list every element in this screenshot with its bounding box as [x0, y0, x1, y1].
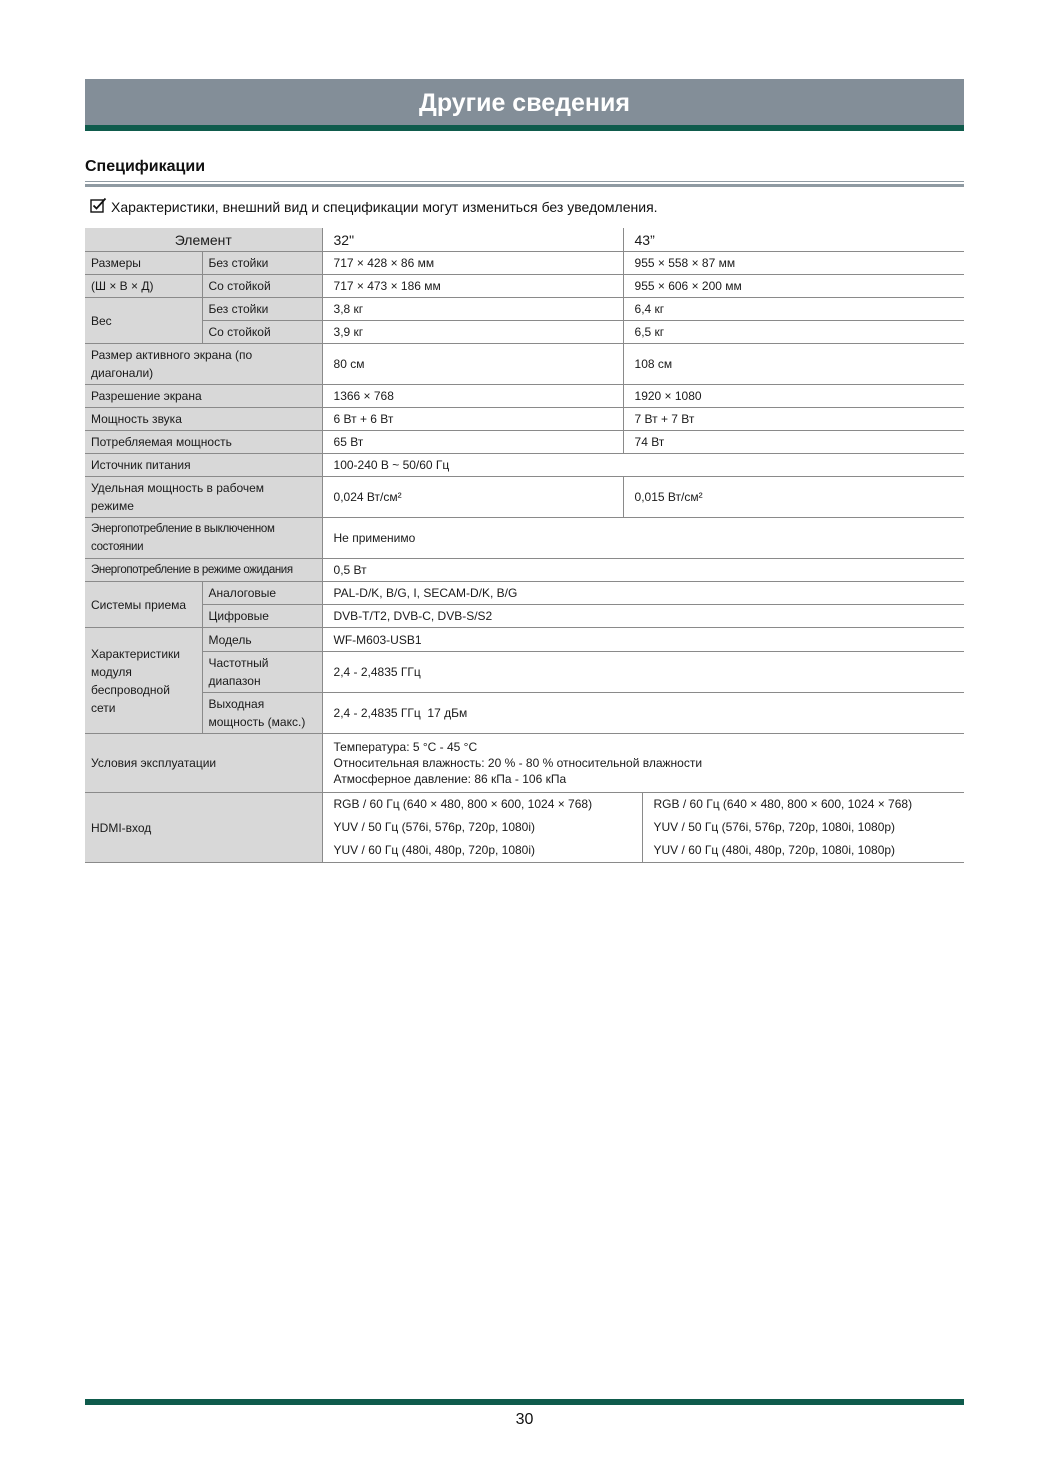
wireless-freq-label-line2: диапазон [208, 674, 261, 688]
table-row [85, 559, 964, 582]
hdmi-32-line: YUV / 50 Гц (576i, 576p, 720p, 1080i) [333, 820, 536, 834]
reception-label: Системы приема [85, 582, 202, 628]
spec-table [85, 228, 964, 863]
off-power-value: Не применимо [322, 518, 964, 559]
reception-digital-value: DVB-T/T2, DVB-C, DVB-S/S2 [322, 605, 964, 628]
resolution-43: 1920 × 1080 [623, 385, 964, 408]
table-header-row [85, 228, 964, 252]
table-row [85, 652, 964, 693]
specific-power-label-line2: режиме [91, 499, 134, 513]
standby-label: Энергопотребление в режиме ожидания [85, 559, 322, 582]
hdmi-43-line: RGB / 60 Гц (640 × 480, 800 × 600, 1024 × 768) [653, 797, 913, 811]
section-rule-thick [85, 184, 964, 187]
sound-43: 7 Вт + 7 Вт [623, 408, 964, 431]
page-banner: Другие сведения [85, 79, 964, 131]
hdmi-col-32 [323, 793, 643, 862]
weight-no-stand-32: 3,8 кг [322, 298, 623, 321]
table-row [85, 605, 964, 628]
dims-no-stand-32: 717 × 428 × 86 мм [322, 252, 623, 275]
screen-size-label-line2: диагонали) [91, 366, 154, 380]
wireless-label-line3: беспроводной [91, 682, 170, 697]
screen-size-43: 108 см [623, 344, 964, 385]
dims-no-stand-43: 955 × 558 × 87 мм [623, 252, 964, 275]
header-item: Элемент [85, 228, 322, 252]
table-row [85, 275, 964, 298]
note [90, 197, 658, 216]
wireless-label-line1: Характеристики [91, 646, 180, 661]
off-power-label-line2: состоянии [91, 541, 144, 553]
screen-size-label-line1: Размер активного экрана (по [91, 348, 253, 362]
hdmi-label: HDMI-вход [85, 793, 322, 863]
section-title: Спецификации [85, 158, 206, 175]
reception-analog-value: PAL-D/K, B/G, I, SECAM-D/K, B/G [322, 582, 964, 605]
weight-label: Вес [85, 298, 202, 344]
table-row [85, 693, 964, 734]
table-row [85, 518, 964, 559]
table-row [85, 385, 964, 408]
table-row [85, 454, 964, 477]
hdmi-32-line: YUV / 60 Гц (480i, 480p, 720p, 1080i) [333, 843, 536, 857]
wireless-label-line2: модуля [91, 664, 132, 679]
hdmi-value [322, 793, 964, 863]
hdmi-43-line: YUV / 50 Гц (576i, 576p, 720p, 1080i, 1080p) [653, 820, 896, 834]
table-row [85, 252, 964, 275]
resolution-32: 1366 × 768 [322, 385, 623, 408]
table-row [85, 321, 964, 344]
supply-label: Источник питания [85, 454, 322, 477]
table-row [85, 628, 964, 652]
dims-stand-32: 717 × 473 × 186 мм [322, 275, 623, 298]
checkbox-edit-icon [90, 197, 111, 216]
specific-power-32: 0,024 Вт/см² [322, 477, 623, 518]
power-label: Потребляемая мощность [85, 431, 322, 454]
table-row [85, 793, 964, 863]
reception-analog-label: Аналоговые [202, 582, 322, 605]
off-power-label [85, 518, 322, 559]
power-32: 65 Вт [322, 431, 623, 454]
weight-stand-43: 6,5 кг [623, 321, 964, 344]
table-row [85, 408, 964, 431]
weight-stand-32: 3,9 кг [322, 321, 623, 344]
wireless-label-line4: сети [91, 700, 116, 715]
weight-stand-label: Со стойкой [202, 321, 322, 344]
specific-power-label [85, 477, 322, 518]
table-row [85, 582, 964, 605]
sound-label: Мощность звука [85, 408, 322, 431]
dims-label: Размеры [85, 252, 202, 275]
wireless-freq-label [202, 652, 322, 693]
screen-size-label [85, 344, 322, 385]
specific-power-43: 0,015 Вт/см² [623, 477, 964, 518]
dims-stand-label: Со стойкой [202, 275, 322, 298]
hdmi-43-line: YUV / 60 Гц (480i, 480p, 720p, 1080i, 1080p) [653, 843, 896, 857]
standby-value: 0,5 Вт [322, 559, 964, 582]
power-43: 74 Вт [623, 431, 964, 454]
conditions-label: Условия эксплуатации [85, 734, 322, 793]
wireless-model-value: WF-M603-USB1 [322, 628, 964, 652]
table-row [85, 734, 964, 793]
wireless-freq-value: 2,4 - 2,4835 ГГц [322, 652, 964, 693]
dims-stand-43: 955 × 606 × 200 мм [623, 275, 964, 298]
hdmi-32-line: RGB / 60 Гц (640 × 480, 800 × 600, 1024 × 768) [333, 797, 593, 811]
wireless-out-label-line1: Выходная [208, 697, 265, 711]
table-row [85, 477, 964, 518]
dims-no-stand-label: Без стойки [202, 252, 322, 275]
screen-size-32: 80 см [322, 344, 623, 385]
specific-power-label-line1: Удельная мощность в рабочем [91, 481, 265, 495]
conditions-humidity: Относительная влажность: 20 % - 80 % относительной влажности [333, 756, 703, 770]
wireless-label [85, 628, 202, 734]
table-row [85, 344, 964, 385]
conditions-value [322, 734, 964, 793]
wireless-out-label-line2: мощность (макс.) [208, 715, 306, 729]
note-text: Характеристики, внешний вид и спецификации могут измениться без уведомления. [111, 198, 658, 215]
table-row [85, 431, 964, 454]
weight-no-stand-label: Без стойки [202, 298, 322, 321]
header-col-43: 43” [623, 228, 964, 252]
table-row [85, 298, 964, 321]
dims-label-units: (Ш × В × Д) [85, 275, 202, 298]
wireless-out-label [202, 693, 322, 734]
footer-rule [85, 1399, 964, 1405]
supply-value: 100-240 В ~ 50/60 Гц [322, 454, 964, 477]
sound-32: 6 Вт + 6 Вт [322, 408, 623, 431]
conditions-temp: Температура: 5 °C - 45 °C [333, 740, 478, 754]
off-power-label-line1: Энергопотребление в выключенном [91, 523, 275, 535]
wireless-model-label: Модель [202, 628, 322, 652]
conditions-pressure: Атмосферное давление: 86 кПа - 106 кПа [333, 772, 567, 786]
section-rule [85, 181, 964, 182]
page-number: 30 [515, 1411, 534, 1428]
wireless-freq-label-line1: Частотный [208, 656, 269, 670]
reception-digital-label: Цифровые [202, 605, 322, 628]
resolution-label: Разрешение экрана [85, 385, 322, 408]
weight-no-stand-43: 6,4 кг [623, 298, 964, 321]
wireless-out-value: 2,4 - 2,4835 ГГц 17 дБм [322, 693, 964, 734]
hdmi-col-43 [643, 793, 965, 862]
header-col-32: 32" [322, 228, 623, 252]
